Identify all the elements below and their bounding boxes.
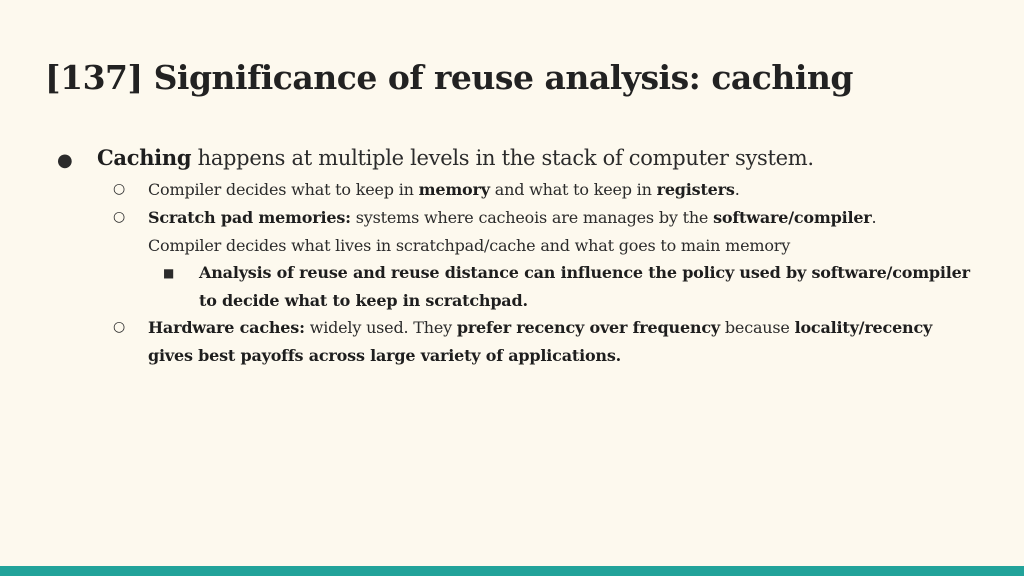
sub-bullet-hardware-text-2: because xyxy=(720,318,795,337)
sub-bullet-scratchpad-line-2: Compiler decides what lives in scratchpad/cache and what goes to main memory xyxy=(148,236,791,255)
sub-bullet-compiler-text-2: and what to keep in xyxy=(489,180,657,199)
sub-bullet-scratchpad-text-2: . xyxy=(871,208,877,227)
subsub-bullet-analysis-line-1: Analysis of reuse and reuse distance can influence the policy used by software/compiler xyxy=(199,263,970,282)
circle-bullet-icon: ○ xyxy=(113,181,126,197)
sub-bullet-hardware-bold: Hardware caches: xyxy=(148,318,305,337)
disc-bullet-icon: ● xyxy=(57,150,73,171)
sub-bullet-hardware-recency: prefer recency over frequency xyxy=(456,318,720,337)
sub-bullet-compiler xyxy=(148,180,740,199)
sub-bullet-hardware-text-1: widely used. They xyxy=(304,318,457,337)
sub-bullet-scratchpad-bold: Scratch pad memories: xyxy=(148,208,351,227)
sub-bullet-compiler-text-1: Compiler decides what to keep in xyxy=(148,180,419,199)
bullet-caching xyxy=(97,145,814,170)
square-bullet-icon: ■ xyxy=(163,266,175,280)
bullet-caching-text: happens at multiple levels in the stack of computer system. xyxy=(191,146,814,170)
sub-bullet-scratchpad-text-1: systems where cacheois are manages by the xyxy=(350,208,714,227)
sub-bullet-hardware xyxy=(148,318,932,337)
footer-accent-bar xyxy=(0,566,1024,576)
sub-bullet-scratchpad-software: software/compiler xyxy=(713,208,872,227)
sub-bullet-scratchpad xyxy=(148,208,876,227)
sub-bullet-hardware-locality: locality/recency xyxy=(794,318,933,337)
sub-bullet-hardware-line-2: gives best payoffs across large variety of applications. xyxy=(148,346,622,365)
sub-bullet-compiler-registers: registers xyxy=(656,180,735,199)
sub-bullet-compiler-memory: memory xyxy=(418,180,490,199)
slide-title: [137] Significance of reuse analysis: caching xyxy=(45,58,853,97)
circle-bullet-icon: ○ xyxy=(113,319,126,335)
subsub-bullet-analysis-line-2: to decide what to keep in scratchpad. xyxy=(199,291,528,310)
bullet-caching-bold: Caching xyxy=(97,145,192,170)
circle-bullet-icon: ○ xyxy=(113,209,126,225)
sub-bullet-compiler-text-3: . xyxy=(734,180,740,199)
